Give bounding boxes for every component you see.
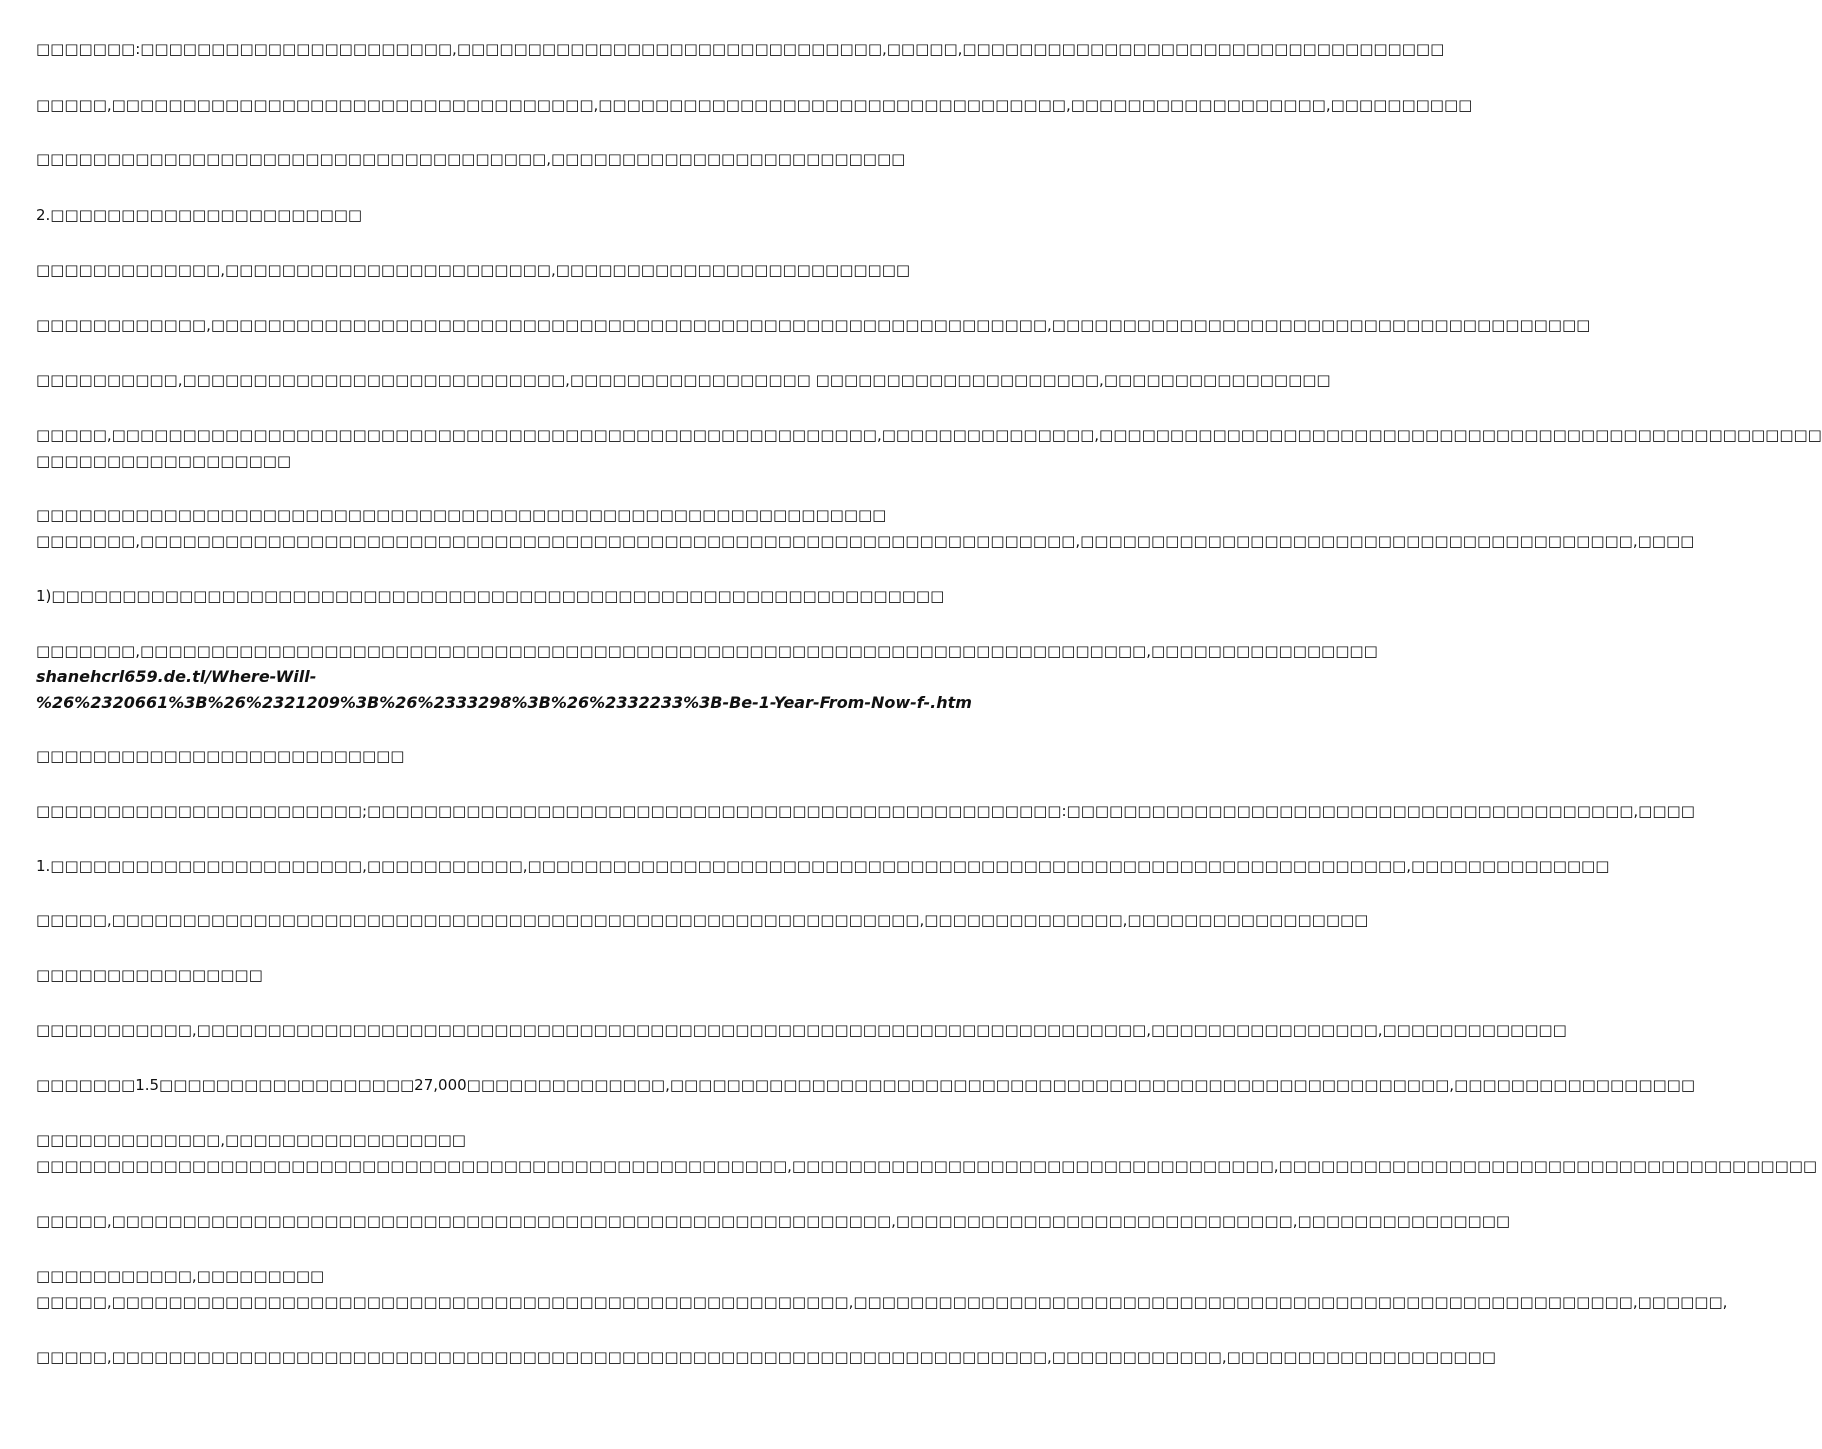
paragraph: □□□□□□□□□□,□□□□□□□□□□□□□□□□□□□□□□□□□□□,□□□□□□□□□□□□□□□□□ □□□□□□□□□□□□□□□□□□□□,□□□□□□□□□□□□□□□□ [36,371,1331,389]
section-heading: □□□□□□□□□□□□□□□□ [36,966,263,984]
paragraph: □□□□□,□□□□□□□□□□□□□□□□□□□□□□□□□□□□□□□□□□□□□□□□□□□□□□□□□□□□□□,□□□□□□□□□□□□□□□,□□□□□□□□□□□□□□□□□□□□□□□□□□□□□□□□□□□□□□□□□□□□□□□□□□□ [36,426,1822,444]
section-heading: □□□□□□□□□□□□□□□□□□□□□□□□□□ [36,747,405,765]
paragraph: □□□□□□□□□□□□□,□□□□□□□□□□□□□□□□□ [36,1131,466,1149]
paragraph: □□□□□,□□□□□□□□□□□□□□□□□□□□□□□□□□□□□□□□□□□□□□□□□□□□□□□□□□□□□□□□□□□□□□□□□□,□□□□□□□□□□□□,□□□□□□□□□□□□□□□□□□□ [36,1348,1496,1366]
paragraph: □□□□□□□1.5□□□□□□□□□□□□□□□□□□27,000□□□□□□□□□□□□□□,□□□□□□□□□□□□□□□□□□□□□□□□□□□□□□□□□□□□□□□□□□□□□□□□□□□□□□□,□□□□□□□□□□□□□□□□□ [36,1076,1696,1094]
section-heading: 2.□□□□□□□□□□□□□□□□□□□□□□ [36,206,363,224]
paragraph: □□□□□□□□□□□□□□□□□□□□□□□;□□□□□□□□□□□□□□□□□□□□□□□□□□□□□□□□□□□□□□□□□□□□□□□□□:□□□□□□□□□□□□□□□□□□□□□□□□□□□□□□□□□□□□□□□□,□□□□ [36,802,1695,820]
section-heading: □□□□□□□□□□□,□□□□□□□□□ [36,1267,325,1285]
paragraph: □□□□□,□□□□□□□□□□□□□□□□□□□□□□□□□□□□□□□□□□,□□□□□□□□□□□□□□□□□□□□□□□□□□□□□□□□□,□□□□□□□□□□□□□□□□□□,□□□□□□□□□□ [36,96,1473,114]
paragraph: □□□□□,□□□□□□□□□□□□□□□□□□□□□□□□□□□□□□□□□□□□□□□□□□□□□□□□□□□□□□□□□,□□□□□□□□□□□□□□,□□□□□□□□□□□□□□□□□ [36,911,1369,929]
list-item: 1)□□□□□□□□□□□□□□□□□□□□□□□□□□□□□□□□□□□□□□□□□□□□□□□□□□□□□□□□□□□□□□□ [36,587,945,605]
paragraph: □□□□□□□□□□□□□,□□□□□□□□□□□□□□□□□□□□□□□,□□□□□□□□□□□□□□□□□□□□□□□□□ [36,261,911,279]
paragraph-continuation: □□□□□□□□□□□□□□□□□□ [36,452,292,470]
paragraph: □□□□□□□:□□□□□□□□□□□□□□□□□□□□□□,□□□□□□□□□□□□□□□□□□□□□□□□□□□□□□,□□□□□,□□□□□□□□□□□□□□□□□□□□□□□□□□□□□□□□□□ [36,40,1445,58]
paragraph: □□□□□□□□□□□□□□□□□□□□□□□□□□□□□□□□□□□□□□□□□□□□□□□□□□□□□,□□□□□□□□□□□□□□□□□□□□□□□□□□□□□□□□□□,□□□□□□□□□□□□□□□□□□□□□□□□□□□□□□□□□□□□□□ [36,1157,1818,1175]
paragraph: □□□□□□□□□□□□,□□□□□□□□□□□□□□□□□□□□□□□□□□□□□□□□□□□□□□□□□□□□□□□□□□□□□□□□□□□,□□□□□□□□□□□□□□□□□□□□□□□□□□□□□□□□□□□□□□ [36,316,1591,334]
paragraph: □□□□□□□□□□□□□□□□□□□□□□□□□□□□□□□□□□□□□□□□□□□□□□□□□□□□□□□□□□□□ [36,506,887,524]
paragraph: □□□□□□□□□□□,□□□□□□□□□□□□□□□□□□□□□□□□□□□□□□□□□□□□□□□□□□□□□□□□□□□□□□□□□□□□□□□□□□□,□□□□□□□□□□□□□□□□,□□□□□□□□□□□□□ [36,1021,1567,1039]
paragraph: □□□□□□□□□□□□□□□□□□□□□□□□□□□□□□□□□□□□,□□□□□□□□□□□□□□□□□□□□□□□□□ [36,150,906,168]
paragraph: □□□□□,□□□□□□□□□□□□□□□□□□□□□□□□□□□□□□□□□□□□□□□□□□□□□□□□□□□□□□□,□□□□□□□□□□□□□□□□□□□□□□□□□□□□,□□□□□□□□□□□□□□□ [36,1212,1511,1230]
list-item: 1.□□□□□□□□□□□□□□□□□□□□□□,□□□□□□□□□□□,□□□□□□□□□□□□□□□□□□□□□□□□□□□□□□□□□□□□□□□□□□□□□□□□□□□□□□□□□□□□□□,□□□□□□□□□□□□□□ [36,857,1610,875]
source-link[interactable]: shanehcrl659.de.tl/Where-Will-%26%2320661%3B%26%2321209%3B%26%2333298%3B%26%2332233%3B-Be-1-Year-From-Now-f-.htm [36,667,972,712]
paragraph: □□□□□□□,□□□□□□□□□□□□□□□□□□□□□□□□□□□□□□□□□□□□□□□□□□□□□□□□□□□□□□□□□□□□□□□□□□□□□□□,□□□□□□□□□□□□□□□□ [36,642,1378,660]
paragraph: □□□□□□□,□□□□□□□□□□□□□□□□□□□□□□□□□□□□□□□□□□□□□□□□□□□□□□□□□□□□□□□□□□□□□□□□□□,□□□□□□□□□□□□□□□□□□□□□□□□□□□□□□□□□□□□□□□,□□□□ [36,532,1695,550]
paragraph: □□□□□,□□□□□□□□□□□□□□□□□□□□□□□□□□□□□□□□□□□□□□□□□□□□□□□□□□□□,□□□□□□□□□□□□□□□□□□□□□□□□□□□□□□□□□□□□□□□□□□□□□□□□□□□□□□□,□□□□□□, [36,1293,1728,1311]
